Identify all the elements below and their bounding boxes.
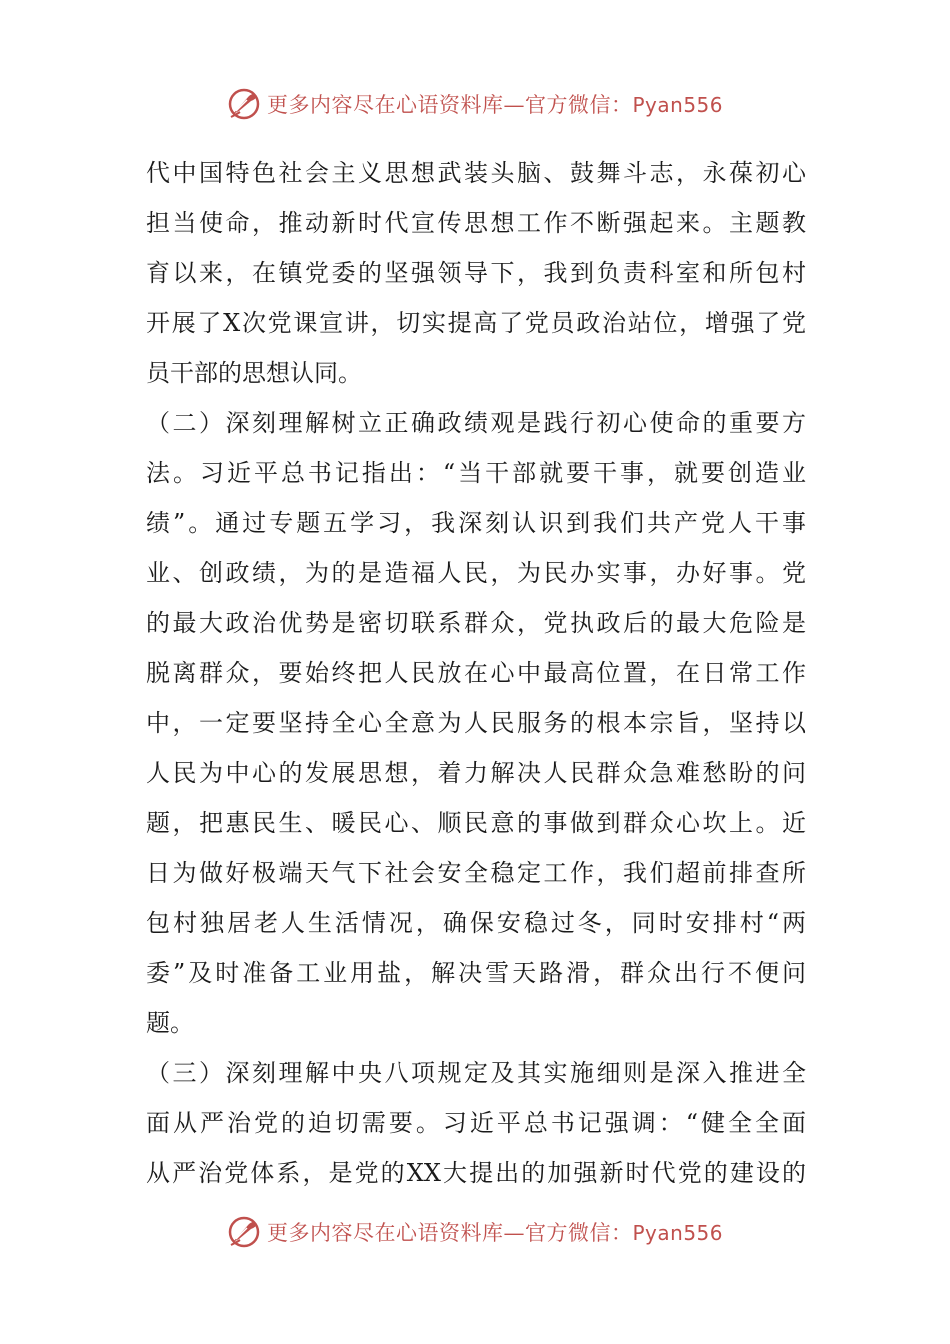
header-watermark-text: 更多内容尽在心语资料库—官方微信：Pyan556 [266,93,723,117]
text-line: 业、创政绩，为的是造福人民，为民办实事，办好事。党 [146,559,806,587]
text-line: 人民为中心的发展思想，着力解决人民群众急难愁盼的问 [146,759,806,787]
text-line: 日为做好极端天气下社会安全稳定工作，我们超前排查所 [146,859,806,887]
section-heading-line: （三）深刻理解中央八项规定及其实施细则是深入推进全 [146,1059,806,1087]
section-heading-line: （二）深刻理解树立正确政绩观是践行初心使命的重要方 [146,409,806,437]
text-line: 员干部的思想认同。 [146,359,362,387]
header-watermark [0,84,950,124]
text-line: 脱离群众，要始终把人民放在心中最高位置，在日常工作 [146,659,806,687]
text-line: 面从严治党的迫切需要。习近平总书记强调：“健全全面 [146,1109,806,1137]
text-line: 的最大政治优势是密切联系群众，党执政后的最大危险是 [146,609,806,637]
text-line: 题。 [146,1009,194,1037]
document-body [146,148,806,1198]
footer-watermark-text: 更多内容尽在心语资料库—官方微信：Pyan556 [266,1221,723,1245]
text-line: 包村独居老人生活情况，确保安稳过冬，同时安排村“两 [146,909,806,937]
text-line: 代中国特色社会主义思想武装头脑、鼓舞斗志，永葆初心 [146,159,806,187]
text-line: 法。习近平总书记指出：“当干部就要干事，就要创造业 [146,459,806,487]
text-line: 担当使命，推动新时代宣传思想工作不断强起来。主题教 [146,209,806,237]
text-line: 中，一定要坚持全心全意为人民服务的根本宗旨，坚持以 [146,709,806,737]
text-line: 从严治党体系，是党的XX大提出的加强新时代党的建设的 [146,1159,806,1187]
text-line: 绩”。通过专题五学习，我深刻认识到我们共产党人干事 [146,509,806,537]
text-line: 开展了X次党课宣讲，切实提高了党员政治站位，增强了党 [146,309,806,337]
text-line: 委”及时准备工业用盐，解决雪天路滑，群众出行不便问 [146,959,806,987]
text-line: 题，把惠民生、暖民心、顺民意的事做到群众心坎上。近 [146,809,806,837]
quill-logo-icon [227,1215,261,1249]
quill-logo-icon [227,87,261,121]
footer-watermark [0,1212,950,1252]
text-line: 育以来，在镇党委的坚强领导下，我到负责科室和所包村 [146,259,806,287]
